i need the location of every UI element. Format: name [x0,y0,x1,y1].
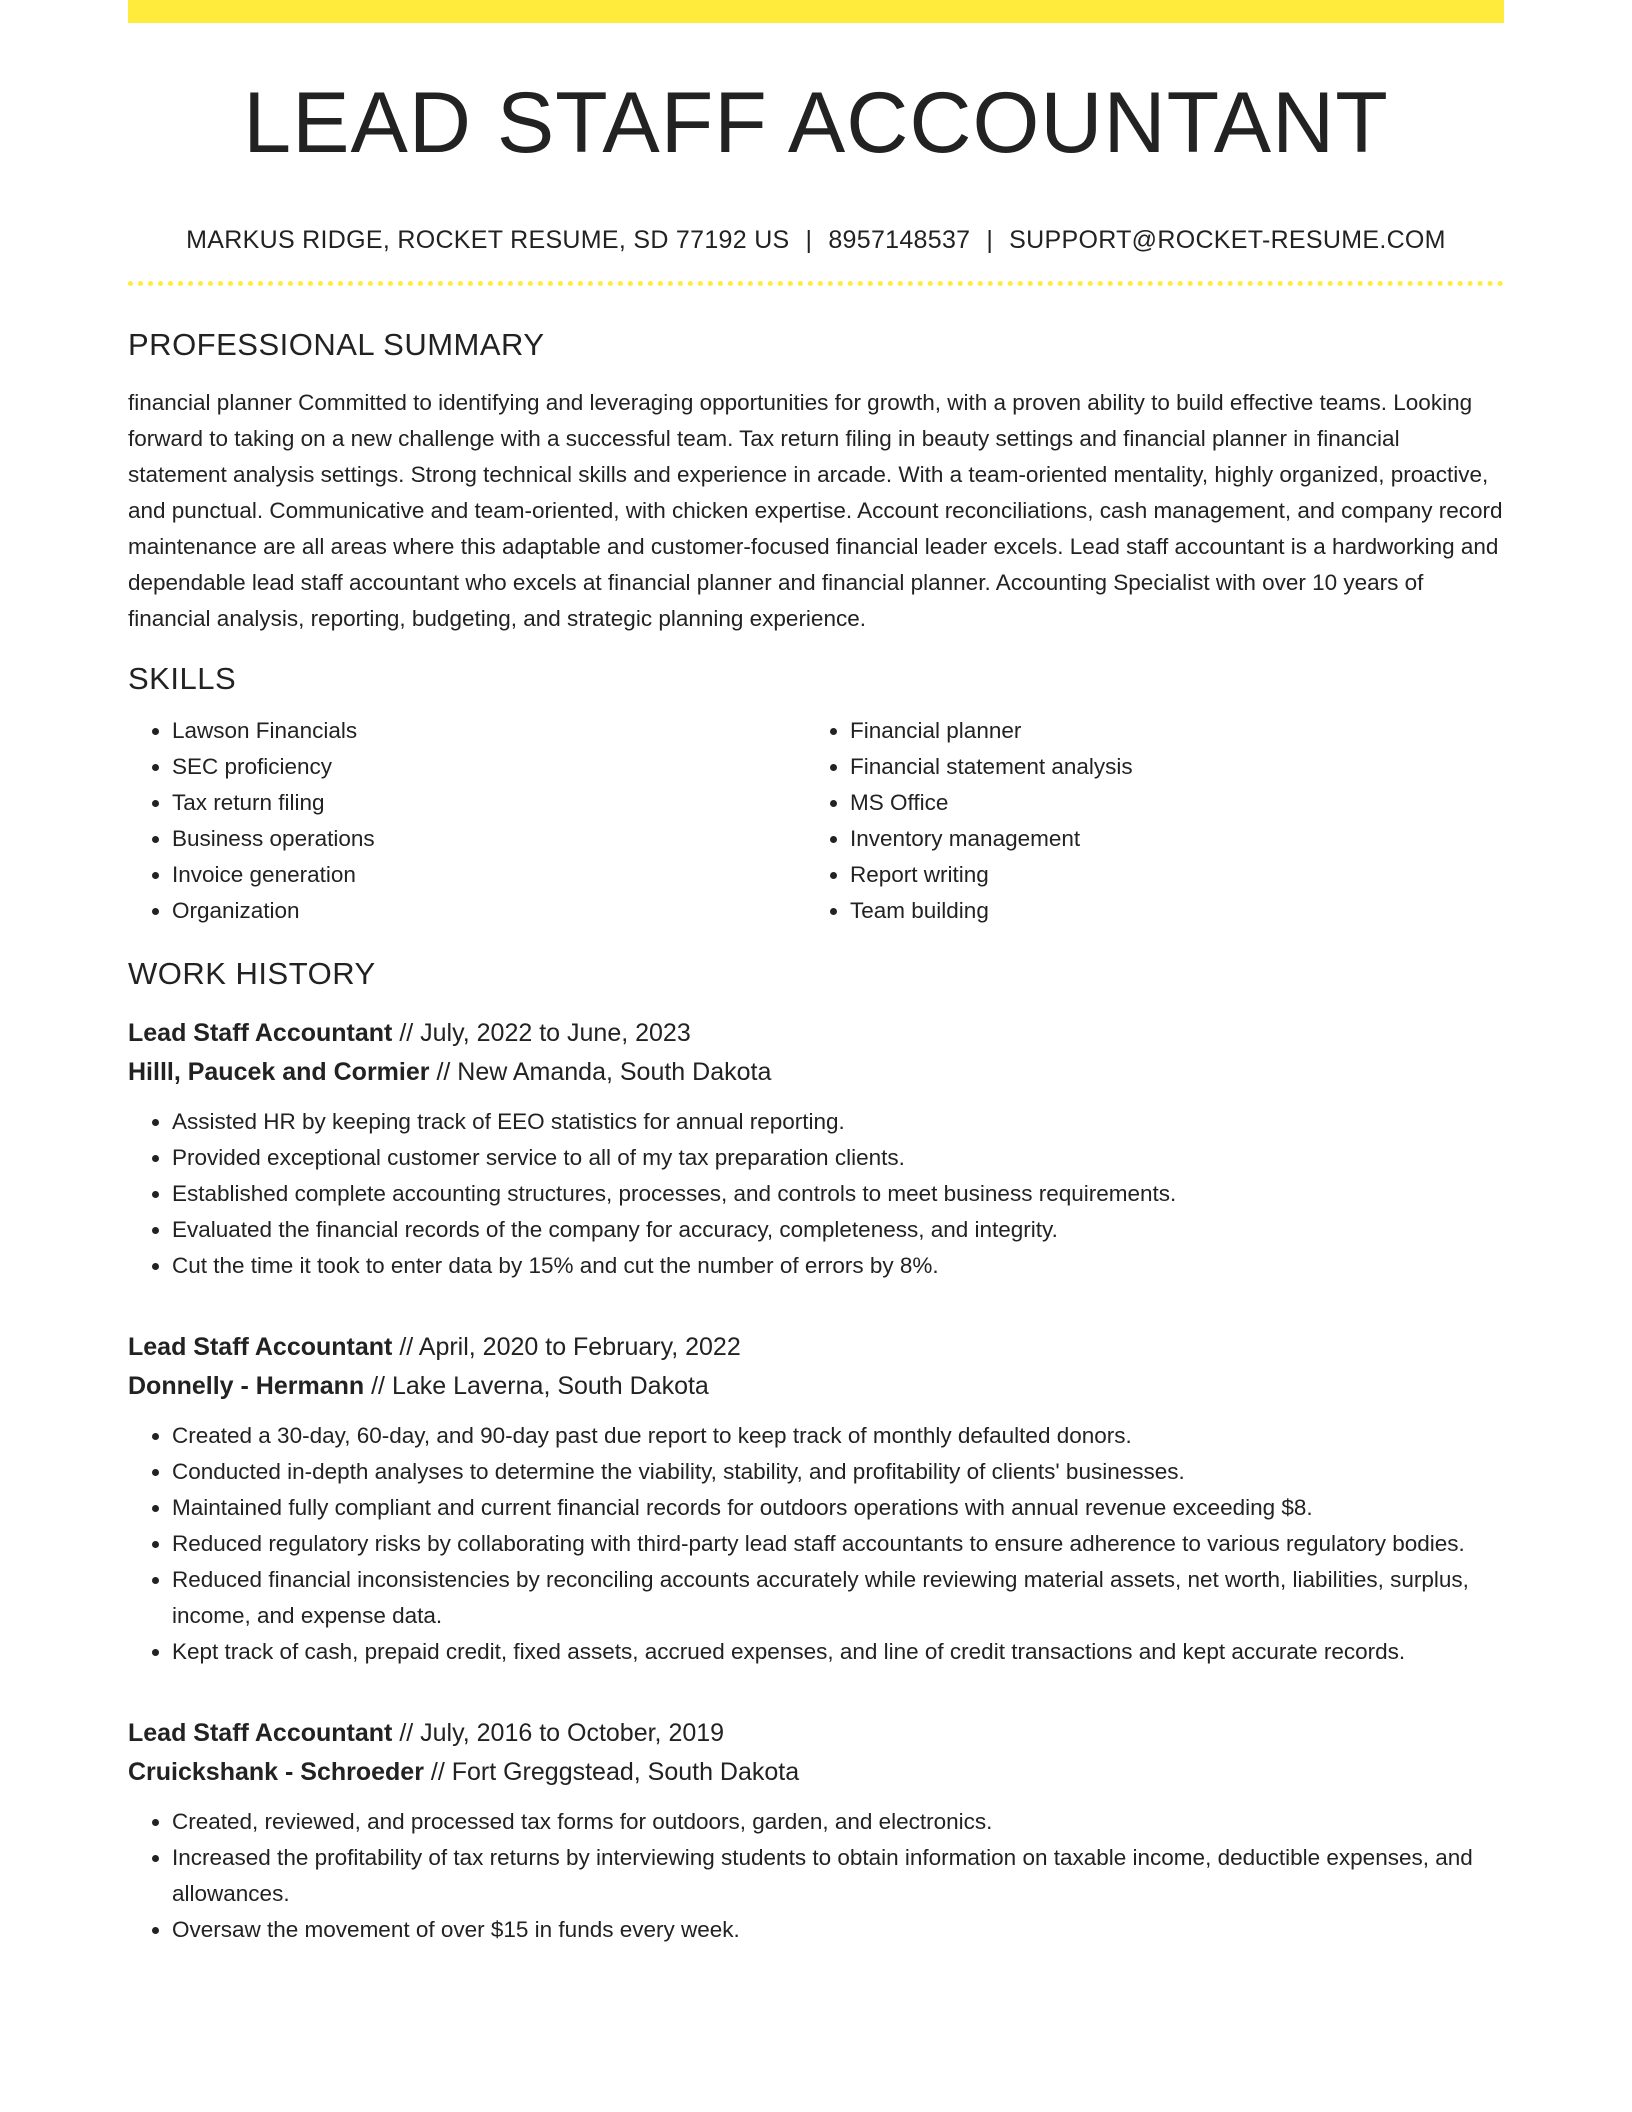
skill-item: • Lawson Financials [172,713,806,749]
job-bullet: • Created, reviewed, and processed tax forms for outdoors, garden, and electronics. [172,1804,1504,1840]
job-role-line [128,1714,1504,1753]
job-bullet: • Established complete accounting structures, processes, and controls to meet business requirements. [172,1176,1504,1212]
skill-item: • Team building [850,893,1484,929]
job-role: Lead Staff Accountant [128,1019,393,1048]
job-entry [128,1014,1504,1284]
skills-list [128,713,1504,929]
job-company-line [128,1367,1504,1406]
skill-item: • Invoice generation [172,857,806,893]
job-role-line [128,1014,1504,1053]
job-bullets [128,1104,1504,1284]
job-company: Cruickshank - Schroeder [128,1758,424,1787]
job-bullet: • Conducted in-depth analyses to determine the viability, stability, and profitability of clients' businesses. [172,1454,1504,1490]
job-bullet: • Maintained fully compliant and current financial records for outdoors operations with annual revenue exceeding $8. [172,1490,1504,1526]
job-company-line [128,1053,1504,1092]
contact-address: MARKUS RIDGE, ROCKET RESUME, SD 77192 US [186,226,790,254]
skills-column-right [806,713,1484,929]
skills-heading: SKILLS [128,660,237,696]
resume-title: LEAD STAFF ACCOUNTANT [243,75,1389,171]
job-bullets [128,1418,1504,1670]
job-company: Hilll, Paucek and Cormier [128,1058,430,1087]
contact-line [128,226,1504,255]
job-company: Donnelly - Hermann [128,1372,365,1401]
job-bullet: • Reduced regulatory risks by collaborating with third-party lead staff accountants to ensure adherence to various regulatory bodies. [172,1526,1504,1562]
job-bullet: • Kept track of cash, prepaid credit, fixed assets, accrued expenses, and line of credit transactions and kept accurate records. [172,1634,1504,1670]
job-dates: // July, 2016 to October, 2019 [392,1719,725,1748]
work-history-heading: WORK HISTORY [128,955,376,991]
job-bullet: • Evaluated the financial records of the company for accuracy, completeness, and integrity. [172,1212,1504,1248]
job-dates: // April, 2020 to February, 2022 [392,1333,741,1362]
job-bullet: • Created a 30-day, 60-day, and 90-day past due report to keep track of monthly defaulted donors. [172,1418,1504,1454]
summary-text: financial planner Committed to identifying and leveraging opportunities for growth, with a proven ability to build effective teams. Looking forward to taking on a new challenge with a successful team. Tax return filing in beauty settings and financial planner in financial statement analysis settings. Strong technical skills and experience in arcade. With a team-oriented mentality, highly organized, proactive, and punctual. Communicative and team-oriented, with chicken expertise. Account reconciliations, cash management, and company record maintenance are all areas where this adaptable and customer-focused financial leader excels. Lead staff accountant is a hardworking and dependable lead staff accountant who excels at financial planner and financial planner. Accounting Specialist with over 10 years of financial analysis, reporting, budgeting, and strategic planning experience. [128,390,1503,632]
job-entry [128,1328,1504,1670]
job-bullet: • Assisted HR by keeping track of EEO statistics for annual reporting. [172,1104,1504,1140]
skill-item: • Tax return filing [172,785,806,821]
contact-phone: 8957148537 [828,226,971,254]
skill-item: • Business operations [172,821,806,857]
skill-item: • Financial statement analysis [850,749,1484,785]
skill-item: • SEC proficiency [172,749,806,785]
contact-email: SUPPORT@ROCKET-RESUME.COM [1009,226,1446,254]
job-role-line [128,1328,1504,1367]
skill-item: • Organization [172,893,806,929]
job-location: // Fort Greggstead, South Dakota [423,1758,800,1787]
skill-item: • Inventory management [850,821,1484,857]
top-accent-bar [128,0,1504,23]
skill-item: • MS Office [850,785,1484,821]
job-bullet: • Increased the profitability of tax returns by interviewing students to obtain information on taxable income, deductible expenses, and allowances. [172,1840,1504,1912]
skill-item: • Financial planner [850,713,1484,749]
job-role: Lead Staff Accountant [128,1333,393,1362]
job-dates: // July, 2022 to June, 2023 [392,1019,691,1048]
job-role: Lead Staff Accountant [128,1719,393,1748]
job-bullet: • Reduced financial inconsistencies by reconciling accounts accurately while reviewing material assets, net worth, liabilities, surplus, income, and expense data. [172,1562,1504,1634]
job-bullets [128,1804,1504,1948]
skills-column-left [128,713,806,929]
job-bullet: • Provided exceptional customer service to all of my tax preparation clients. [172,1140,1504,1176]
job-entry [128,1714,1504,1948]
contact-separator: | [986,226,994,254]
summary-heading: PROFESSIONAL SUMMARY [128,327,545,362]
job-bullet: • Oversaw the movement of over $15 in funds every week. [172,1912,1504,1948]
skill-item: • Report writing [850,857,1484,893]
job-location: // Lake Laverna, South Dakota [364,1372,709,1401]
job-location: // New Amanda, South Dakota [429,1058,772,1087]
resume-page [128,0,1504,1948]
job-company-line [128,1753,1504,1792]
header-divider [128,281,1504,286]
job-bullet: • Cut the time it took to enter data by 15% and cut the number of errors by 8%. [172,1248,1504,1284]
contact-separator: | [805,226,813,254]
